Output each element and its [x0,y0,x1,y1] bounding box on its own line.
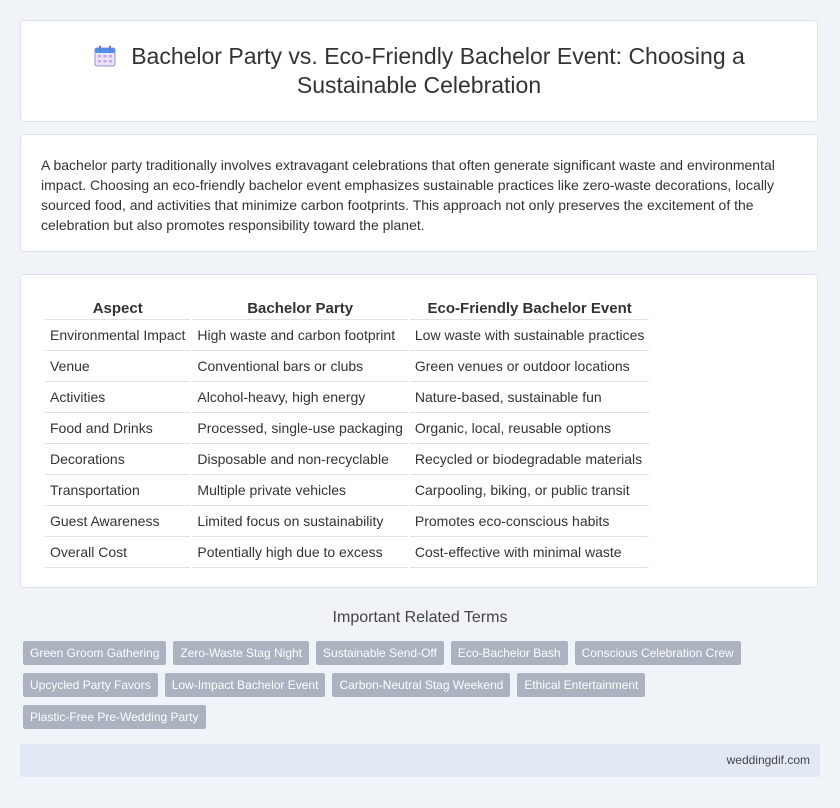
table-cell: Processed, single-use packaging [192,413,407,444]
table-row [45,413,649,444]
page-title-text: Bachelor Party vs. Eco-Friendly Bachelor Event: Choosing a Sustainable Celebration [131,43,745,98]
related-term-tag[interactable]: Low-Impact Bachelor Event [165,673,326,697]
table-cell: Low waste with sustainable practices [410,320,650,351]
related-terms-list [23,641,823,729]
table-cell: Carpooling, biking, or public transit [410,475,650,506]
table-row [45,382,649,413]
table-cell: Activities [45,382,190,413]
table-header-row [45,297,649,320]
comparison-card [20,274,818,588]
footer [20,744,820,777]
table-cell: Cost-effective with minimal waste [410,537,650,568]
table-cell: Limited focus on sustainability [192,506,407,537]
table-row [45,506,649,537]
table-cell: Food and Drinks [45,413,190,444]
related-term-tag[interactable]: Ethical Entertainment [517,673,645,697]
table-cell: Transportation [45,475,190,506]
related-term-tag[interactable]: Green Groom Gathering [23,641,166,665]
related-term-tag[interactable]: Zero-Waste Stag Night [173,641,309,665]
table-cell: Organic, local, reusable options [410,413,650,444]
table-row [45,444,649,475]
column-header-bachelor-party: Bachelor Party [192,297,407,320]
column-header-aspect: Aspect [45,297,190,320]
header-card [20,20,818,122]
table-cell: Multiple private vehicles [192,475,407,506]
table-cell: Decorations [45,444,190,475]
table-cell: Disposable and non-recyclable [192,444,407,475]
related-term-tag[interactable]: Eco-Bachelor Bash [451,641,568,665]
table-row [45,537,649,568]
related-term-tag[interactable]: Upcycled Party Favors [23,673,158,697]
table-cell: High waste and carbon footprint [192,320,407,351]
footer-site-link[interactable]: weddingdif.com [726,753,810,767]
comparison-table [43,297,651,568]
column-header-eco-event: Eco-Friendly Bachelor Event [410,297,650,320]
related-term-tag[interactable]: Carbon-Neutral Stag Weekend [332,673,510,697]
table-cell: Promotes eco-conscious habits [410,506,650,537]
table-row [45,475,649,506]
table-row [45,320,649,351]
intro-card [20,134,818,252]
table-row [45,351,649,382]
related-term-tag[interactable]: Conscious Celebration Crew [575,641,741,665]
table-cell: Environmental Impact [45,320,190,351]
table-cell: Guest Awareness [45,506,190,537]
calendar-icon [93,44,117,68]
related-term-tag[interactable]: Plastic-Free Pre-Wedding Party [23,705,206,729]
table-cell: Recycled or biodegradable materials [410,444,650,475]
related-terms-title: Important Related Terms [332,609,508,626]
table-cell: Overall Cost [45,537,190,568]
table-cell: Nature-based, sustainable fun [410,382,650,413]
table-cell: Alcohol-heavy, high energy [192,382,407,413]
page-title [59,42,779,100]
table-cell: Venue [45,351,190,382]
table-cell: Green venues or outdoor locations [410,351,650,382]
related-term-tag[interactable]: Sustainable Send-Off [316,641,444,665]
intro-paragraph: A bachelor party traditionally involves extravagant celebrations that often generate significant waste and environmental impact. Choosing an eco-friendly bachelor event emphasizes sustainable practices like zero-waste decorations, locally sourced food, and activities that minimize carbon footprints. This approach not only preserves the excitement of the celebration but also promotes responsibility toward the planet. [41,157,775,233]
table-cell: Potentially high due to excess [192,537,407,568]
table-cell: Conventional bars or clubs [192,351,407,382]
